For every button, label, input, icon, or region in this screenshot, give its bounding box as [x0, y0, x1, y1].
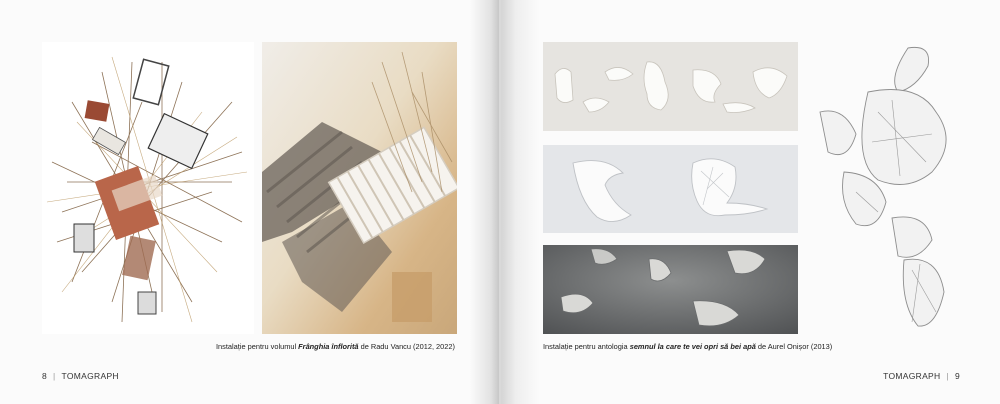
right-running-title: TOMAGRAPH	[883, 371, 941, 381]
right-page-number: 9	[954, 371, 960, 381]
photo-crumpled-on-dark-wall	[543, 245, 798, 334]
photo-twisting-paper-sculpture-graphic	[808, 42, 970, 334]
left-caption-title: Frânghia înflorită	[298, 342, 359, 351]
right-caption-title: semnul la care te vei opri să bei apă	[629, 342, 756, 351]
left-caption	[216, 342, 455, 351]
left-folio-divider: |	[53, 371, 56, 381]
right-caption-prefix: Instalație pentru antologia	[543, 342, 630, 351]
book-spine-fold	[499, 0, 501, 404]
left-caption-suffix: de Radu Vancu (2012, 2022)	[358, 342, 455, 351]
right-folio	[883, 371, 960, 381]
right-page	[500, 0, 1000, 404]
left-folio	[42, 371, 119, 381]
right-caption	[543, 342, 832, 351]
left-caption-prefix: Instalație pentru volumul	[216, 342, 299, 351]
photo-paper-sculptures-row	[543, 42, 798, 131]
photo-twisting-paper-sculpture	[808, 42, 970, 334]
photo-paper-sculptures-row-graphic	[543, 42, 798, 131]
right-folio-divider: |	[946, 371, 949, 381]
gutter-shadow-right	[500, 0, 540, 404]
gutter-shadow-left	[470, 0, 500, 404]
left-page-number: 8	[42, 371, 48, 381]
photo-shadow-structure	[262, 42, 457, 334]
photo-crumpled-on-dark-wall-graphic	[543, 245, 798, 334]
photo-shadow-structure-graphic	[262, 42, 457, 334]
right-caption-suffix: de Aurel Onișor (2013)	[755, 342, 833, 351]
left-running-title: TOMAGRAPH	[61, 371, 119, 381]
photo-paper-sculptures-pair-graphic	[543, 145, 798, 233]
photo-twig-installation-graphic	[42, 42, 254, 334]
photo-twig-installation	[42, 42, 254, 334]
photo-paper-sculptures-pair	[543, 145, 798, 233]
